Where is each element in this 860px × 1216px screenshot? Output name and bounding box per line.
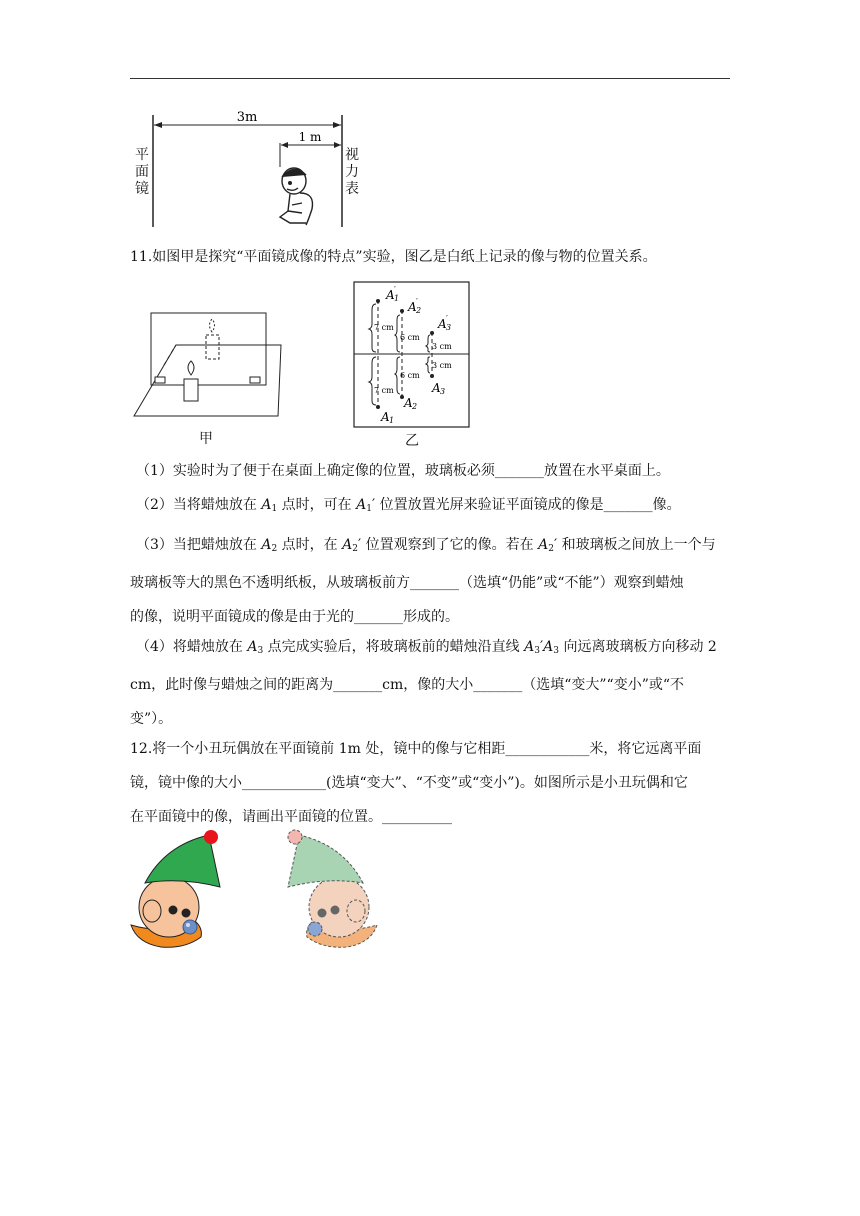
svg-text:′: ′: [416, 297, 418, 306]
eye-test-figure: [130, 105, 370, 233]
clown-nose: [183, 920, 197, 934]
q11-part4: （4）将蜡烛放在 $A_3$ 点完成实验后，将玻璃板前的蜡烛沿直线 $A_3'A_3$ 向远离玻璃板方向移动 2 cm，此时像与蜡烛之间的距离为_______cm，像的大小_______（选填“变大”“变小”或“不 变”）。: [130, 639, 717, 727]
clown-doll: [131, 830, 220, 947]
header-rule: [130, 78, 730, 79]
svg-text:′: ′: [446, 314, 448, 323]
point-a3: A: [432, 381, 441, 395]
svg-text:3: 3: [440, 387, 446, 396]
image-nose: [308, 922, 322, 936]
label-7cm-bottom: 7 cm: [374, 386, 394, 395]
q11-part2: （2）当将蜡烛放在 $A_1$ 点时，可在 $A_1'$ 位置放置光屏来验证平面镜成的像是_______像。: [136, 497, 681, 514]
clown-figure: [125, 825, 395, 960]
label-6cm-bottom: 6 cm: [400, 371, 420, 380]
glass-plate: [151, 313, 266, 385]
person-icon: [280, 168, 313, 225]
q12-text: 12.将一个小丑玩偶放在平面镜前 1m 处，镜中的像与它相距____________米，将它远离平面 镜，镜中像的大小____________(选填“变大”、“不变”或“变小”)。如图所示是小丑玩偶和它 在平面镜中的像，请画出平面镜的位置。__________: [130, 741, 702, 825]
image-eye: [331, 906, 340, 915]
svg-text:2: 2: [416, 306, 422, 315]
figure-jia: [130, 295, 285, 425]
q11-part3: （3）当把蜡烛放在 $A_2$ 点时，在 $A_2'$ 位置观察到了它的像。若在 $A_2'$ 和玻璃板之间放上一个与 玻璃板等大的黑色不透明纸板，从玻璃板前方_______（选填“仍能”或“不能”）观察到蜡烛 的像，说明平面镜成的像是由于光的_______形成的。: [130, 537, 716, 625]
point-a2-prime: A: [408, 300, 417, 314]
hat-ball: [204, 830, 218, 844]
point-a3-prime: A: [438, 317, 447, 331]
svg-text:1: 1: [394, 294, 400, 303]
svg-text:2: 2: [412, 402, 418, 411]
dist-1m-label: 1 m: [298, 130, 322, 144]
svg-text:3: 3: [446, 323, 452, 332]
image-hat-ball: [288, 830, 302, 844]
clown-eye: [169, 906, 178, 915]
figure-jia-caption: 甲: [199, 431, 213, 447]
label-6cm-top: 6 cm: [400, 333, 420, 342]
chart-label: 视 力 表: [345, 147, 359, 197]
q11-stem: 11.如图甲是探究“平面镜成像的特点”实验，图乙是白纸上记录的像与物的位置关系。: [130, 249, 657, 265]
figure-yi-caption: 乙: [405, 433, 419, 449]
image-eye-2: [318, 909, 327, 918]
label-7cm-top: 7 cm: [374, 323, 394, 332]
point-a1: A: [381, 410, 390, 424]
label-3cm-top: 3 cm: [432, 342, 452, 351]
dist-3m-label: 3m: [236, 110, 258, 125]
point-a2: A: [404, 396, 413, 410]
figure-yi: [352, 280, 472, 430]
svg-text:′: ′: [394, 285, 396, 294]
mirror-label: 平 面 镜: [135, 147, 149, 197]
svg-text:1: 1: [389, 416, 395, 425]
candle: [184, 379, 198, 401]
clown-eye-2: [182, 909, 191, 918]
label-3cm-bottom: 3 cm: [432, 361, 452, 370]
q11-part1: （1）实验时为了便于在桌面上确定像的位置，玻璃板必须_______放置在水平桌面上。: [136, 463, 670, 479]
clown-mirror-image: [288, 830, 377, 947]
point-a1-prime: A: [386, 288, 395, 302]
